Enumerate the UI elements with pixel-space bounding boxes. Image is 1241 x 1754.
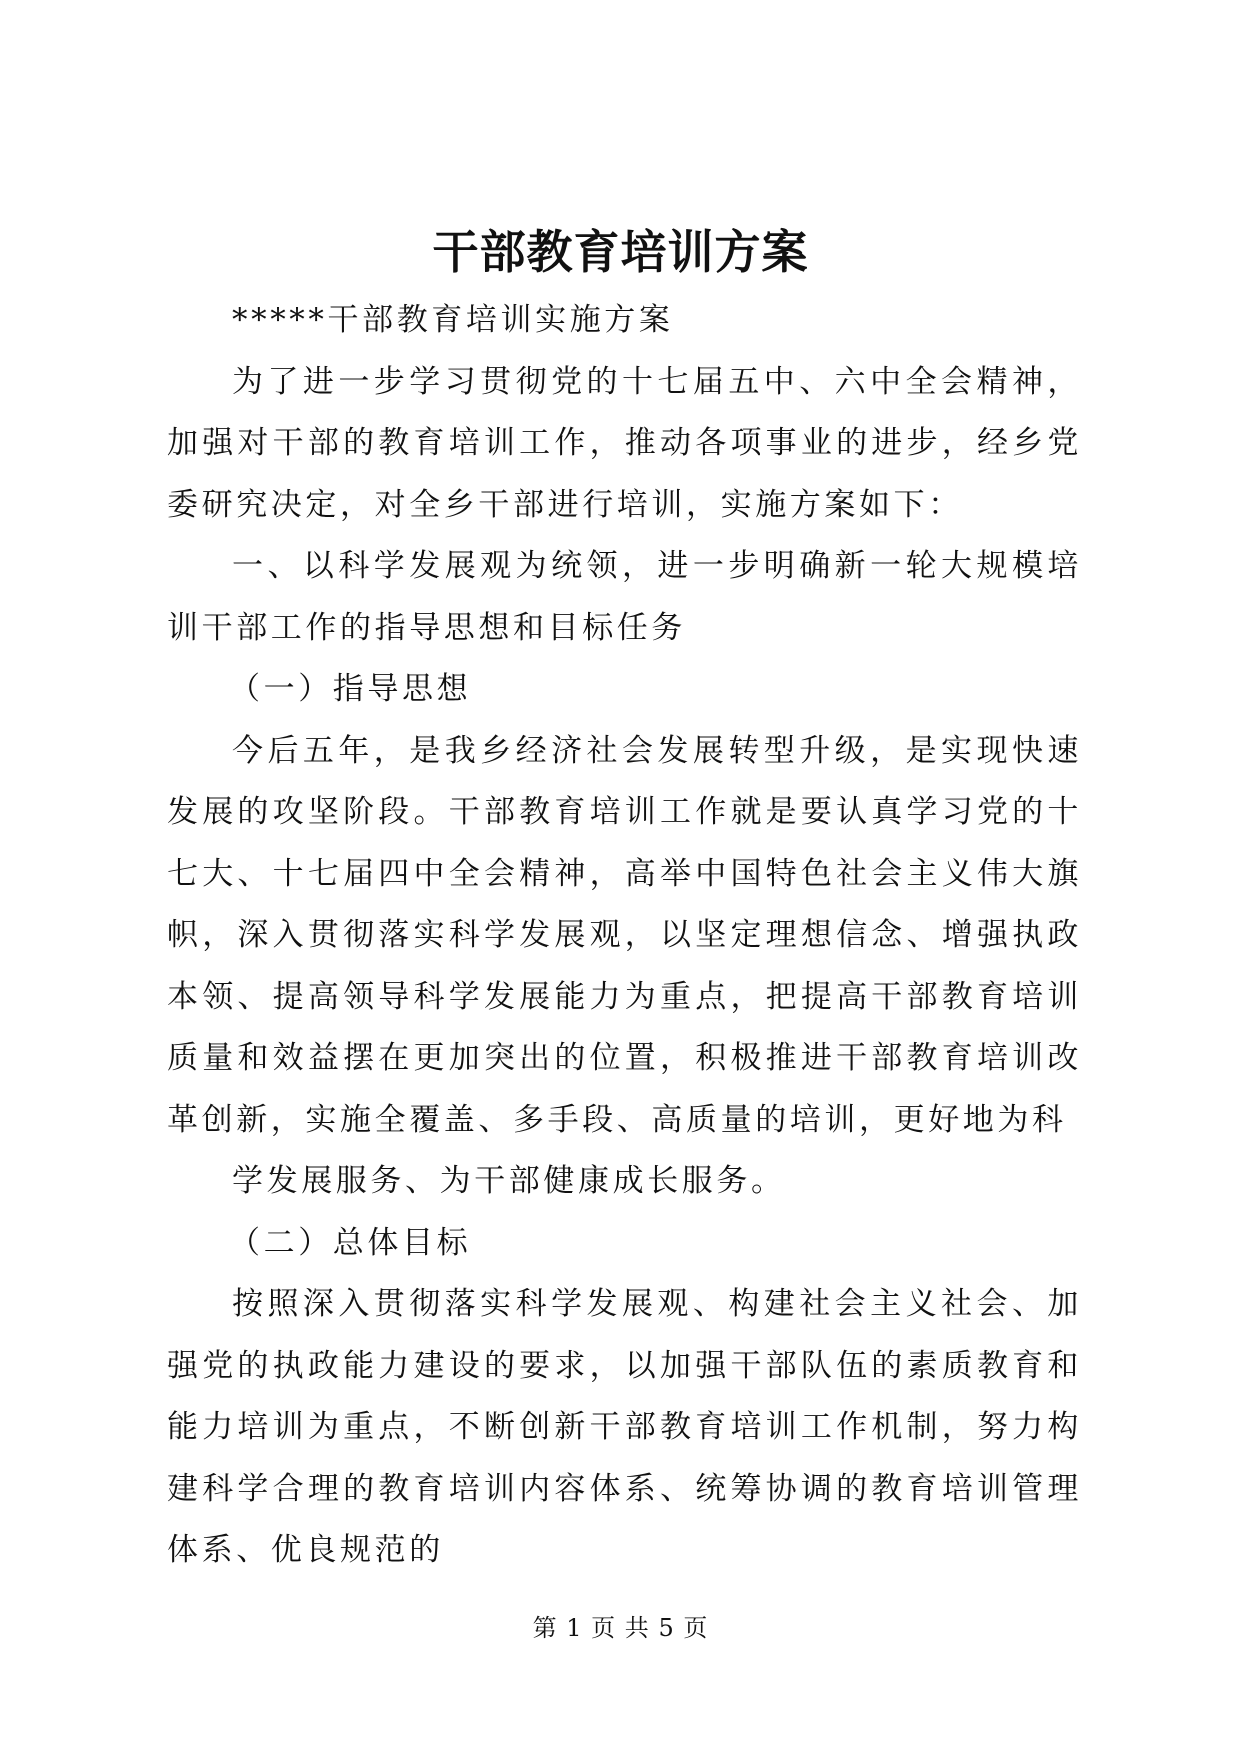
subsection-heading-overall-goal: （二）总体目标: [229, 1224, 472, 1261]
paragraph-overall-goal: 按照深入贯彻落实科学发展观、构建社会主义社会、加强党的执政能力建设的要求，以加强干部队伍的素质教育和能力培训为重点，不断创新干部教育培训工作机制，努力构建科学合理的教育培训内容体系、统筹协调的教育培训管理体系、优良规范的: [167, 1286, 1082, 1568]
paragraph-intro: 为了进一步学习贯彻党的十七届五中、六中全会精神，加强对干部的教育培训工作，推动各项事业的进步，经乡党委研究决定，对全乡干部进行培训，实施方案如下：: [167, 363, 1082, 523]
paragraph-guiding-thought-continued: 学发展服务、为干部健康成长服务。: [232, 1163, 786, 1199]
paragraph-guiding-thought: 今后五年，是我乡经济社会发展转型升级，是实现快速发展的攻坚阶段。干部教育培训工作就是要认真学习党的十七大、十七届四中全会精神，高举中国特色社会主义伟大旗帜，深入贯彻落实科学发展观，以坚定理想信念、增强执政本领、提高领导科学发展能力为重点，把提高干部教育培训质量和效益摆在更加突出的位置，积极推进干部教育培训改革创新，实施全覆盖、多手段、高质量的培训，更好地为科: [167, 732, 1082, 1138]
paragraph-subtitle: *****干部教育培训实施方案: [232, 302, 674, 338]
subsection-heading-guiding-thought: （一）指导思想: [229, 671, 472, 707]
page-number-footer: 第 1 页 共 5 页: [532, 1614, 709, 1642]
section-heading-1: 一、以科学发展观为统领，进一步明确新一轮大规模培训干部工作的指导思想和目标任务: [167, 548, 1082, 646]
document-body: [167, 290, 1082, 1582]
document-title: 干部教育培训方案: [432, 225, 809, 279]
